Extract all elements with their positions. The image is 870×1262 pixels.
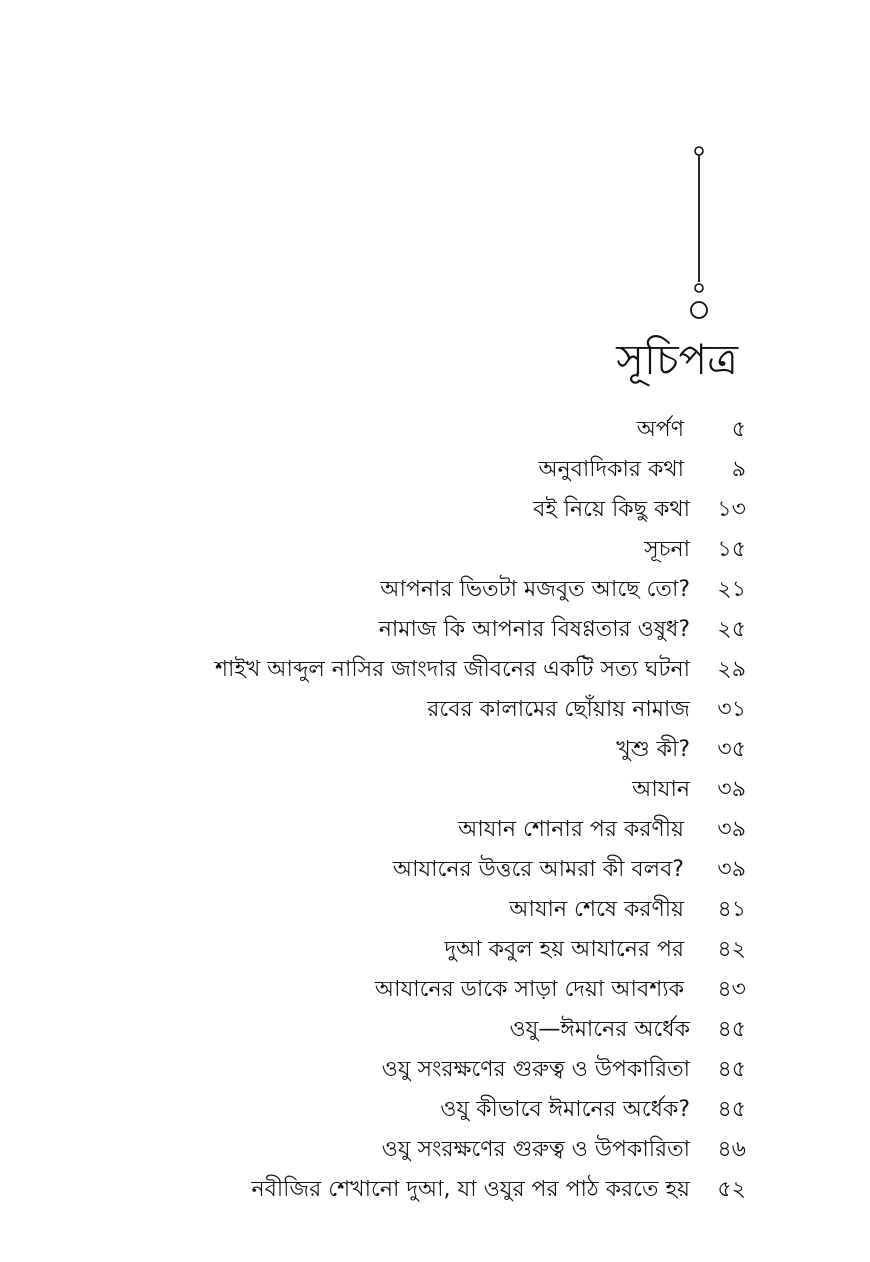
toc-entry-title: খুশু কী? [616, 737, 690, 762]
toc-entry [0, 1050, 870, 1090]
toc-entry [0, 690, 870, 730]
toc-entry [0, 490, 870, 530]
toc-entry-title: নামাজ কি আপনার বিষণ্ণতার ওষুধ? [378, 617, 690, 642]
toc-entry-title: বই নিয়ে কিছু কথা [533, 497, 690, 522]
toc-entry-page-number: ৪৫ [717, 1057, 746, 1082]
toc-entry-title: ওযু সংরক্ষণের গুরুত্ব ও উপকারিতা [381, 1137, 690, 1162]
toc-entry-title: ওযু—ঈমানের অর্ধেক [509, 1017, 690, 1042]
toc-entry [0, 450, 870, 490]
toc-entry [0, 1010, 870, 1050]
table-of-contents [0, 410, 870, 1210]
toc-entry [0, 730, 870, 770]
toc-entry-page-number: ৪৫ [717, 1097, 746, 1122]
toc-entry [0, 810, 870, 850]
toc-entry-title: আযান [632, 777, 690, 802]
toc-entry-title: দুআ কবুল হয় আযানের পর [444, 937, 684, 962]
page-title: সূচিপত্র [616, 335, 738, 384]
toc-entry-title: শাইখ আব্দুল নাসির জাংদার জীবনের একটি সত্য ঘটনা [215, 657, 690, 682]
toc-entry-title: আযান শোনার পর করণীয় [458, 817, 684, 842]
toc-entry [0, 1090, 870, 1130]
toc-entry-title: আপনার ভিতটা মজবুত আছে তো? [380, 577, 690, 602]
toc-entry-page-number: ৩৯ [717, 817, 746, 842]
toc-entry-page-number: ৩৯ [717, 777, 746, 802]
toc-entry-page-number: ৫ [731, 417, 746, 442]
toc-entry-page-number: ৪২ [717, 937, 746, 962]
toc-entry-page-number: ১৫ [717, 537, 746, 562]
toc-entry [0, 850, 870, 890]
toc-entry-page-number: ৪৬ [717, 1137, 746, 1162]
toc-entry-page-number: ৪৩ [717, 977, 746, 1002]
toc-entry-title: অর্পণ [636, 417, 684, 442]
toc-entry [0, 1170, 870, 1210]
toc-entry-page-number: ৩৫ [717, 737, 746, 762]
toc-entry [0, 570, 870, 610]
toc-entry-page-number: ৫২ [717, 1177, 746, 1202]
toc-entry-title: আযানের ডাকে সাড়া দেয়া আবশ্যক [374, 977, 684, 1002]
toc-entry [0, 890, 870, 930]
toc-entry-title: রবের কালামের ছোঁয়ায় নামাজ [427, 697, 690, 722]
toc-entry-title: ওযু সংরক্ষণের গুরুত্ব ও উপকারিতা [381, 1057, 690, 1082]
toc-entry-page-number: ৯ [731, 457, 746, 482]
toc-entry [0, 930, 870, 970]
toc-entry-title: আযানের উত্তরে আমরা কী বলব? [392, 857, 684, 882]
toc-entry-page-number: ৪৫ [717, 1017, 746, 1042]
toc-entry [0, 410, 870, 450]
toc-entry-title: আযান শেষে করণীয় [509, 897, 684, 922]
toc-entry [0, 770, 870, 810]
toc-entry-page-number: ৩১ [717, 697, 746, 722]
toc-entry-page-number: ২১ [717, 577, 746, 602]
title-ornament [684, 142, 714, 322]
toc-entry-page-number: ৪১ [717, 897, 746, 922]
toc-entry-title: ওযু কীভাবে ঈমানের অর্ধেক? [440, 1097, 690, 1122]
toc-entry [0, 610, 870, 650]
toc-entry-page-number: ২৯ [717, 657, 746, 682]
toc-entry-title: অনুবাদিকার কথা [538, 457, 684, 482]
toc-entry [0, 530, 870, 570]
toc-entry-title: সূচনা [644, 537, 690, 562]
toc-entry [0, 970, 870, 1010]
toc-entry [0, 650, 870, 690]
toc-entry-title: নবীজির শেখানো দুআ, যা ওযুর পর পাঠ করতে হয় [251, 1177, 690, 1202]
toc-entry-page-number: ২৫ [717, 617, 746, 642]
toc-entry-page-number: ৩৯ [717, 857, 746, 882]
toc-entry-page-number: ১৩ [717, 497, 746, 522]
toc-entry [0, 1130, 870, 1170]
